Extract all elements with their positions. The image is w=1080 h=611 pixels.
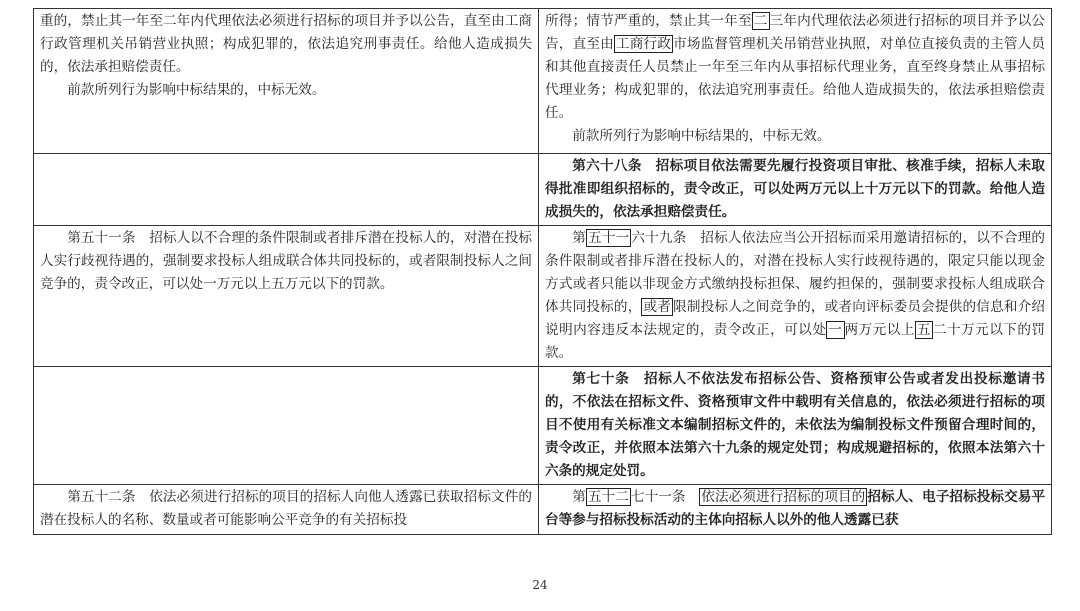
page-number: 24	[532, 578, 548, 592]
text-span: 三年内代理依法必须进行招标的项目并予以公告，直至由	[545, 13, 1046, 52]
text-span: 六十九条 招标人依法应当公开招标而采用邀请招标的，以不合理的条件限制或者排斥潜在投标人的，对潜在投标人实行歧视待遇的，限定只能以现金方式或者只能以非现金方式缴纳投标担保、履约担保的，强制要求投标人组成联合体共同投标的，	[545, 230, 1046, 315]
text-span: 两万元以上	[844, 322, 915, 338]
right-text: 第七十条 招标人不依法发布招标公告、资格预审公告或者发出投标邀请书的，不依法在招标文件、资格预审文件中载明有关信息的，依法必须进行招标的项目不使用有关标准文本编制招标文件的，未依法为编制投标文件预留合理时间的，责令改正，并依照本法第六十九条的规定处罚；构成规避招标的，依照本法第六十六条的规定处罚。	[545, 371, 1045, 479]
right-cell	[539, 9, 1052, 154]
text-span: 招标人、电子招标投标交易平台等参与招标投标活动的主体向招标人以外的他人透露已获	[545, 489, 1046, 528]
deleted-text-box: 工商行政	[615, 36, 672, 52]
right-cell	[539, 226, 1052, 367]
left-text: 第五十一条 招标人以不合理的条件限制或者排斥潜在投标人的，对潜在投标人实行歧视待遇的，强制要求投标人组成联合体共同投标的，或者限制投标人之间竞争的，责令改正，可以处一万元以上五万元以下的罚款。	[40, 230, 532, 292]
left-text: 重的，禁止其一年至二年内代理依法必须进行招标的项目并予以公告，直至由工商行政管理机关吊销营业执照；构成犯罪的，依法追究刑事责任。给他人造成损失的，依法承担赔偿责任。	[40, 13, 532, 75]
text-span: 所得；情节严重的，禁止其一年至	[545, 13, 752, 29]
left-cell	[34, 154, 539, 226]
text-span: 第	[572, 489, 586, 505]
table-row	[34, 367, 1052, 485]
deleted-text-box: 一	[828, 322, 843, 338]
comparison-table	[33, 8, 1052, 535]
left-text: 第五十二条 依法必须进行招标的项目的招标人向他人透露已获取招标文件的潜在投标人的名称、数量或者可能影响公平竞争的有关招标投	[40, 489, 532, 528]
deleted-text-box: 五	[916, 322, 931, 338]
table-row	[34, 226, 1052, 367]
left-cell	[34, 485, 539, 535]
right-cell	[539, 485, 1052, 535]
right-text: 前款所列行为影响中标结果的，中标无效。	[572, 128, 831, 144]
right-text	[545, 10, 1045, 125]
right-text	[545, 486, 1045, 532]
right-text	[545, 227, 1045, 365]
table-row	[34, 154, 1052, 226]
right-cell	[539, 154, 1052, 226]
table-row	[34, 485, 1052, 535]
table-row	[34, 9, 1052, 154]
left-cell	[34, 226, 539, 367]
right-text: 第六十八条 招标项目依法需要先履行投资项目审批、核准手续，招标人未取得批准即组织招标的，责令改正，可以处两万元以上十万元以下的罚款。给他人造成损失的，依法承担赔偿责任。	[545, 158, 1045, 220]
left-cell	[34, 9, 539, 154]
deleted-text-box: 或者	[643, 299, 672, 315]
text-span: 市场监督管理机关吊销营业执照，对单位直接负责的主管人员和其他直接责任人员禁止一年至三年内从事招标代理业务，直至终身禁止从事招标代理业务；构成犯罪的，依法追究刑事责任。给他人造成损失的，依法承担赔偿责任。	[545, 36, 1046, 121]
deleted-text-box: 依法必须进行招标的项目的	[701, 489, 866, 505]
text-span: 限制投标人之间竞争的，或者向评标委员会提供的信息和介绍说明内容违反本法规定的，责令改正，可以处	[545, 299, 1046, 338]
left-text: 前款所列行为影响中标结果的，中标无效。	[67, 82, 326, 98]
deleted-text-box: 五十二	[587, 489, 629, 505]
text-span: 第	[572, 230, 586, 246]
left-cell	[34, 367, 539, 485]
right-cell	[539, 367, 1052, 485]
text-span: 七十一条	[630, 489, 700, 505]
deleted-text-box: 二	[753, 13, 768, 29]
deleted-text-box: 五十一	[587, 230, 630, 246]
text-span: 二十万元以下的罚款。	[545, 322, 1046, 361]
